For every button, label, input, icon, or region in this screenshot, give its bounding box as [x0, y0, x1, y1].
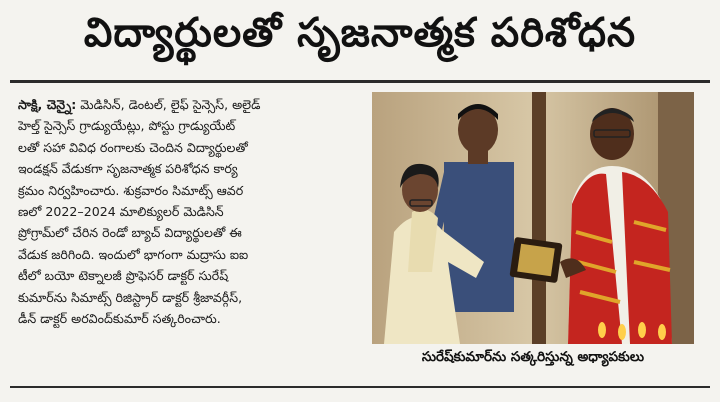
article-line-1-text: మెడిసిన్, డెంటల్, లైఫ్ సైన్సెస్, అలైడ్ — [76, 97, 261, 112]
photo-caption: సురేష్‌కుమార్‌ను సత్కరిస్తున్న అధ్యాపకులు — [421, 348, 645, 365]
wooden-pillar — [532, 92, 546, 344]
news-photo — [372, 92, 694, 344]
article-line-11: డీన్ డాక్టర్ అరవింద్‌కుమార్ సత్కరించారు. — [18, 311, 221, 327]
article-line-9: టీలో బయో టెక్నాలజీ ప్రొఫెసర్ డాక్టర్ సురేష్ — [18, 268, 229, 284]
top-rule — [10, 80, 710, 83]
article-line-7: ప్రోగ్రామ్‌లో చేరిన రెండో బ్యాచ్ విద్యార్థులతో ఈ — [18, 225, 242, 241]
headline: విద్యార్థులతో సృజనాత్మక పరిశోధన — [83, 10, 637, 56]
article-line-2: హెల్త్ సైన్సెస్ గ్రాడ్యుయేట్లు, పోస్టు గ్రాడ్యుయేట్ — [18, 118, 236, 134]
dateline: సాక్షి, చెన్నై: — [18, 97, 77, 112]
article-line-3: లతో సహా వివిధ రంగాలకు చెందిన విద్యార్థులతో — [18, 139, 248, 155]
article-line-8: వేడుక జరిగింది. ఇందులో భాగంగా మద్రాసు ఐఐ — [18, 246, 249, 262]
article-line-1 — [18, 94, 366, 115]
article-body — [18, 94, 366, 329]
article-line-6: ణలో 2022–2024 మాలిక్యులర్ మెడిసిన్ — [18, 204, 224, 220]
article-line-5: క్రమం నిర్వహించారు. శుక్రవారం సిమాట్స్ ఆవర — [18, 182, 244, 198]
article-line-10: కుమార్‌ను సిమాట్స్ రిజిస్ట్రార్ డాక్టర్ శ్రీజావర్గీస్, — [18, 289, 243, 305]
article-line-4: ఇండక్షన్ వేడుకగా సృజనాత్మక పరిశోధన కార్య — [18, 161, 238, 177]
felicitation-photo-illustration — [372, 92, 694, 344]
award-plaque — [509, 237, 562, 283]
bottom-rule — [10, 386, 710, 388]
